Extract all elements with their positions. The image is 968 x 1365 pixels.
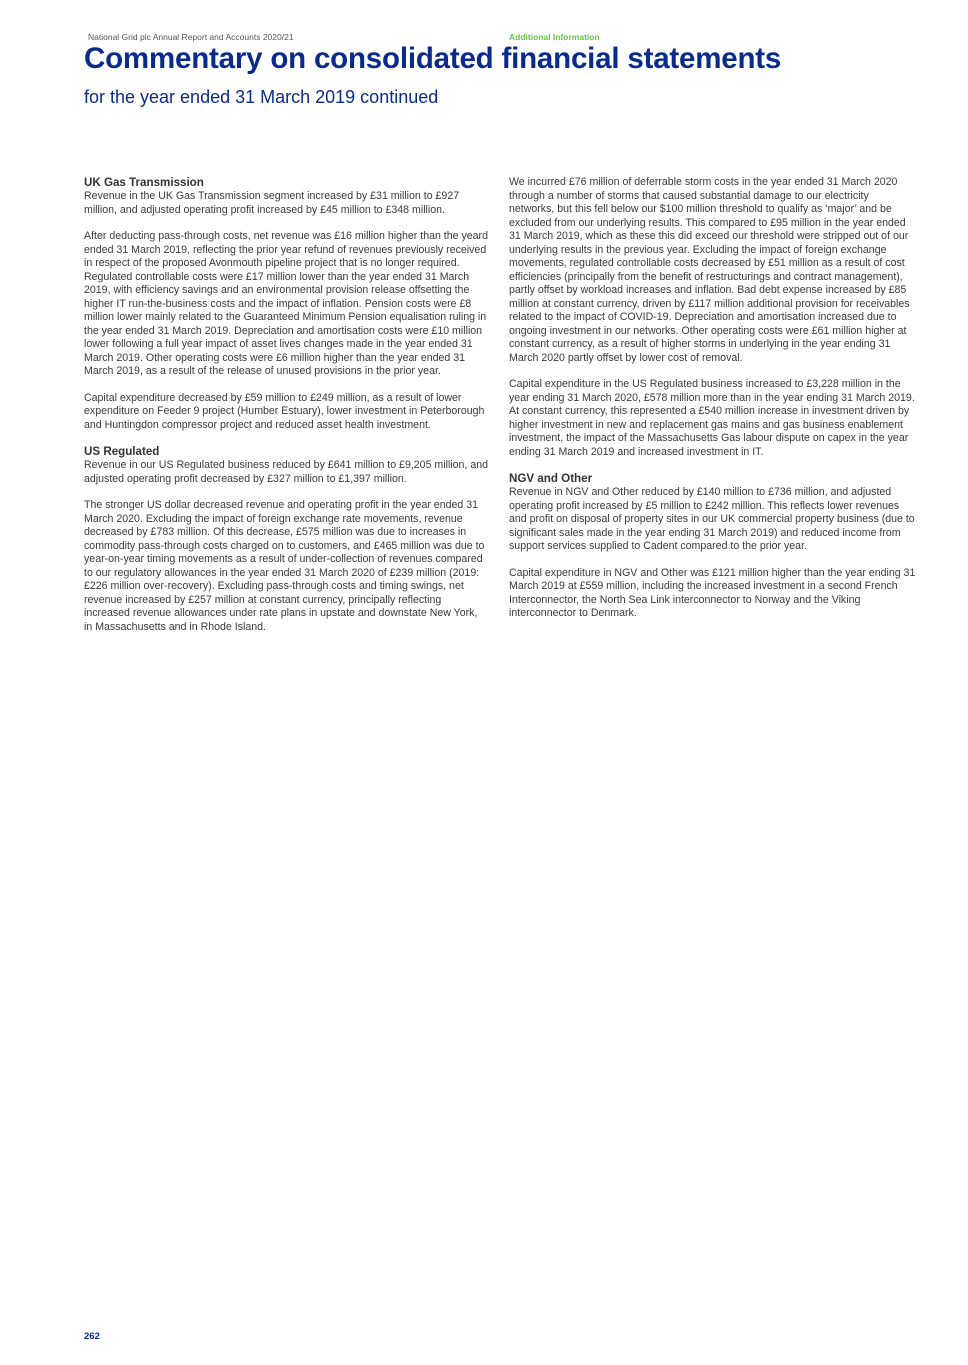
uk-gas-paragraph-2: After deducting pass-through costs, net revenue was £16 million higher than the yeard ended 31 March 2019, reflecting the prior year refund of revenues previously received in respect of the proposed Avonmouth pipeline project that is no longer required. Regulated controllable costs were £17 million lower than the year ended 31 March 2019, with efficiency savings and an environmental provision release offsetting the higher IT run-the-business costs and the impact of inflation. Pension costs were £8 million lower mainly related to the Guaranteed Minimum Pension equalisation ruling in the year ended 31 March 2019. Depreciation and amortisation costs were £10 million lower following a full year impact of asset lives changes made in the year ended 31 March 2019. Other operating costs were £6 million higher than the year ended 31 March 2019, as a result of the release of unused provisions in the prior year. <box>84 230 488 377</box>
uk-gas-paragraph-3: Capital expenditure decreased by £59 million to £249 million, as a result of lower expenditure on Feeder 9 project (Humber Estuary), lower investment in Peterborough and Huntingdon compressor project and reduced asset health investment. <box>84 391 485 431</box>
ngv-paragraph-1: Revenue in NGV and Other reduced by £140 million to £736 million, and adjusted operating profit increased by £5 million to £242 million. This reflects lower revenues and profit on disposal of property sites in our UK commercial property business (due to significant sales made in the year ending 31 March 2019) and reduced income from support services supplied to Cadent compared to the prior year. <box>509 486 915 552</box>
report-name: National Grid plc Annual Report and Accounts 2020/21 <box>88 32 294 42</box>
us-regulated-paragraph-2: The stronger US dollar decreased revenue and operating profit in the year ended 31 March 2020. Excluding the impact of foreign exchange rate movements, revenue decreased by £783 million. Of this decrease, £575 million was due to increases in commodity pass-through costs charged on to customers, and £465 million was due to year-on-year timing movements as a result of under-collection of revenues compared to our regulatory allowances in the year ended 31 March 2020 of £239 million (2019: £226 million over-recovery). Excluding pass-through costs and timing swings, net revenue increased by £257 million at constant currency, principally reflecting increased revenue allowances under rate plans in upstate and downstate New York, in Massachusetts and in Rhode Island. <box>84 499 485 633</box>
storm-costs-paragraph: We incurred £76 million of deferrable storm costs in the year ended 31 March 2020 through a number of storms that caused substantial damage to our electricity networks, but this fell below our $100 million threshold to qualify as ‘major’ and be excluded from our underlying results. This compared to £95 million in the year ended 31 March 2019, which as these this did exceed our threshold were stripped out of our underlying results in the previous year. Excluding the impact of foreign exchange movements, regulated controllable costs decreased by £51 million as a result of cost efficiencies (principally from the benefit of restructurings and contract management), partly offset by workload increases and inflation. Bad debt expense increased by £85 million at constant currency, driven by £117 million additional provision for receivables related to the impact of COVID-19. Depreciation and amortisation increased due to ongoing investment in our networks. Other operating costs were £61 million higher at constant currency, as a result of higher storms in underlying in the year ending 31 March 2020 partly offset by lower cost of removal. <box>509 176 910 364</box>
ngv-paragraph-2: Capital expenditure in NGV and Other was £121 million higher than the year ending 31 March 2019 at £559 million, including the increased investment in a second French Interconnector, the North Sea Link interconnector to Norway and the Viking interconnector to Denmark. <box>509 566 916 619</box>
page-number: 262 <box>84 1331 100 1342</box>
uk-gas-paragraph-1: Revenue in the UK Gas Transmission segment increased by £31 million to £927 million, and adjusted operating profit increased by £45 million to £348 million. <box>84 190 460 216</box>
section-label: Additional Information <box>509 32 600 42</box>
us-capex-paragraph: Capital expenditure in the US Regulated business increased to £3,228 million in the year ending 31 March 2020, £578 million more than in the year ending 31 March 2019. At constant currency, this represented a £540 million increase in investment driven by higher investment in new and replacement gas mains and gas business enablement investment, the impact of the Massachusetts Gas labour dispute on capex in the year ending 31 March 2019 and increased investment in IT. <box>509 378 915 458</box>
us-regulated-paragraph-1: Revenue in our US Regulated business reduced by £641 million to £9,205 million, and adjusted operating profit decreased by £327 million to £1,397 million. <box>84 459 488 485</box>
page-subtitle: for the year ended 31 March 2019 continued <box>84 87 439 107</box>
right-column <box>509 176 917 634</box>
us-regulated-heading: US Regulated <box>84 445 160 458</box>
left-column <box>84 176 488 647</box>
uk-gas-heading: UK Gas Transmission <box>84 176 204 189</box>
page-title: Commentary on consolidated financial statements <box>84 42 782 75</box>
ngv-heading: NGV and Other <box>509 472 593 485</box>
